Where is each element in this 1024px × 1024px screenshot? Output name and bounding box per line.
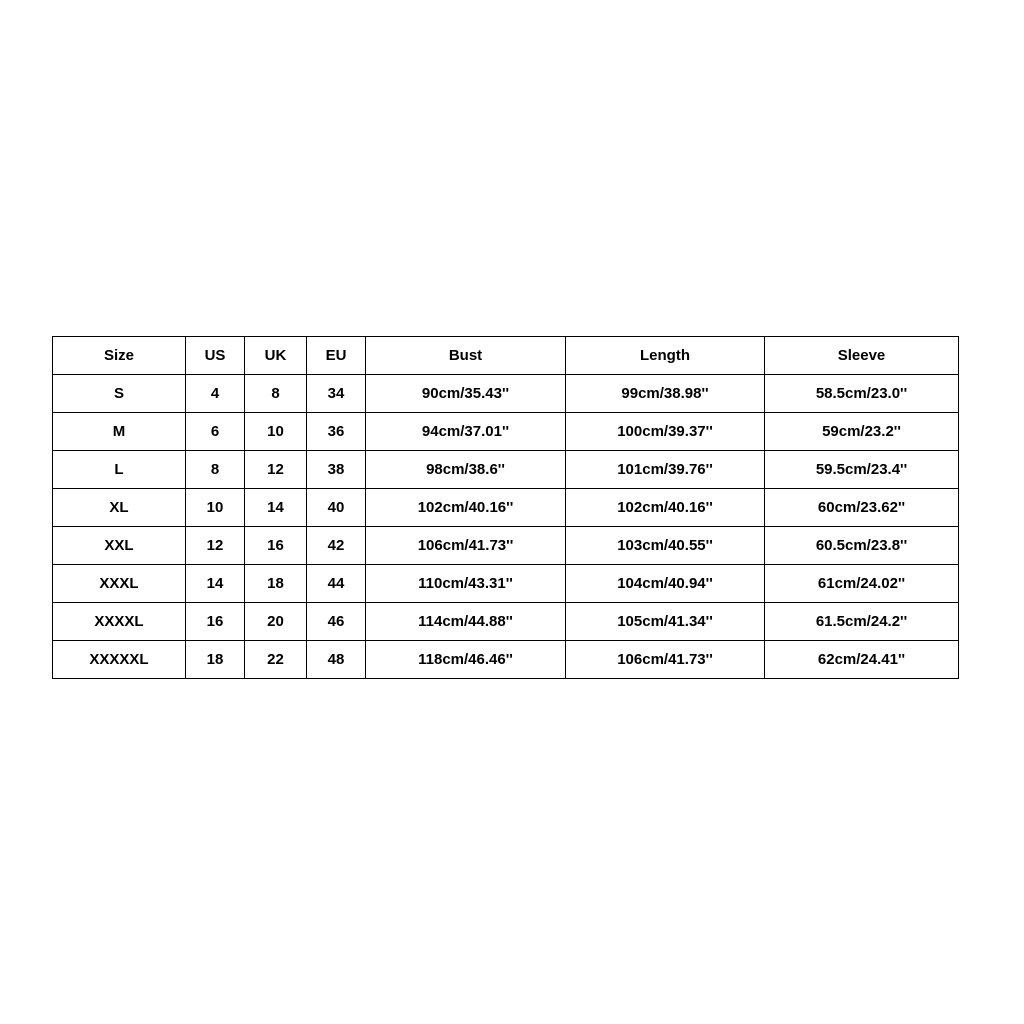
cell-length: 103cm/40.55'' (566, 527, 765, 565)
cell-uk: 10 (245, 413, 307, 451)
cell-bust: 94cm/37.01'' (366, 413, 566, 451)
cell-length: 99cm/38.98'' (566, 375, 765, 413)
cell-us: 10 (186, 489, 245, 527)
table-header-row (53, 337, 959, 375)
cell-us: 12 (186, 527, 245, 565)
table-row (53, 641, 959, 679)
cell-eu: 42 (307, 527, 366, 565)
header-size: Size (53, 337, 186, 375)
cell-uk: 8 (245, 375, 307, 413)
cell-us: 8 (186, 451, 245, 489)
cell-length: 100cm/39.37'' (566, 413, 765, 451)
cell-uk: 14 (245, 489, 307, 527)
cell-us: 16 (186, 603, 245, 641)
cell-sleeve: 60.5cm/23.8'' (765, 527, 959, 565)
cell-size: S (53, 375, 186, 413)
header-sleeve: Sleeve (765, 337, 959, 375)
cell-length: 105cm/41.34'' (566, 603, 765, 641)
cell-bust: 90cm/35.43'' (366, 375, 566, 413)
cell-size: XL (53, 489, 186, 527)
header-bust: Bust (366, 337, 566, 375)
header-eu: EU (307, 337, 366, 375)
header-length: Length (566, 337, 765, 375)
cell-sleeve: 59cm/23.2'' (765, 413, 959, 451)
header-us: US (186, 337, 245, 375)
cell-eu: 34 (307, 375, 366, 413)
cell-size: XXXL (53, 565, 186, 603)
cell-uk: 18 (245, 565, 307, 603)
cell-us: 18 (186, 641, 245, 679)
cell-size: L (53, 451, 186, 489)
cell-length: 104cm/40.94'' (566, 565, 765, 603)
cell-sleeve: 60cm/23.62'' (765, 489, 959, 527)
table-row (53, 413, 959, 451)
cell-uk: 22 (245, 641, 307, 679)
table-row (53, 565, 959, 603)
cell-bust: 118cm/46.46'' (366, 641, 566, 679)
cell-bust: 98cm/38.6'' (366, 451, 566, 489)
cell-us: 6 (186, 413, 245, 451)
cell-eu: 40 (307, 489, 366, 527)
cell-eu: 44 (307, 565, 366, 603)
cell-bust: 110cm/43.31'' (366, 565, 566, 603)
cell-eu: 46 (307, 603, 366, 641)
cell-sleeve: 61cm/24.02'' (765, 565, 959, 603)
size-chart-table (52, 336, 959, 679)
cell-eu: 48 (307, 641, 366, 679)
cell-sleeve: 59.5cm/23.4'' (765, 451, 959, 489)
cell-sleeve: 62cm/24.41'' (765, 641, 959, 679)
header-uk: UK (245, 337, 307, 375)
cell-size: XXXXL (53, 603, 186, 641)
cell-size: XXL (53, 527, 186, 565)
cell-size: XXXXXL (53, 641, 186, 679)
cell-us: 4 (186, 375, 245, 413)
cell-size: M (53, 413, 186, 451)
cell-uk: 20 (245, 603, 307, 641)
cell-sleeve: 61.5cm/24.2'' (765, 603, 959, 641)
table-row (53, 527, 959, 565)
cell-length: 102cm/40.16'' (566, 489, 765, 527)
cell-bust: 114cm/44.88'' (366, 603, 566, 641)
cell-length: 101cm/39.76'' (566, 451, 765, 489)
table-row (53, 603, 959, 641)
cell-sleeve: 58.5cm/23.0'' (765, 375, 959, 413)
cell-bust: 106cm/41.73'' (366, 527, 566, 565)
table-row (53, 489, 959, 527)
table-row (53, 451, 959, 489)
cell-eu: 38 (307, 451, 366, 489)
cell-length: 106cm/41.73'' (566, 641, 765, 679)
cell-uk: 16 (245, 527, 307, 565)
cell-uk: 12 (245, 451, 307, 489)
table-row (53, 375, 959, 413)
cell-eu: 36 (307, 413, 366, 451)
cell-us: 14 (186, 565, 245, 603)
cell-bust: 102cm/40.16'' (366, 489, 566, 527)
